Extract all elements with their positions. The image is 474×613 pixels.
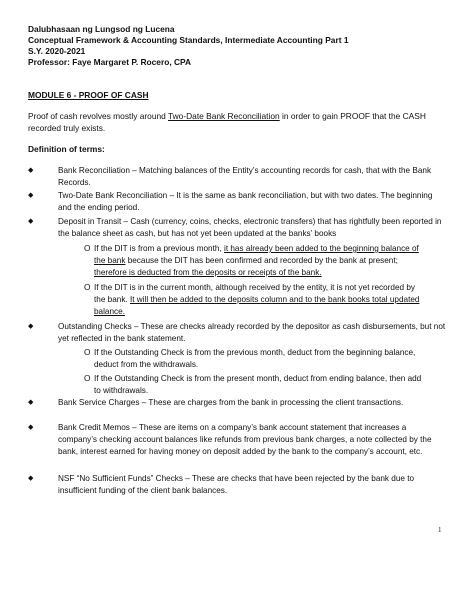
sub-text-underlined-1: it has already been added to the beginning balance of the bank	[94, 244, 419, 265]
term-text: Bank Credit Memos – These are items on a company’s bank account statement that increases a company’s checking account balances like refunds from previous bank charges, a note collected by the bank, interest earned for having money on deposit added by the bank to the company’s account, etc.	[58, 423, 432, 456]
diamond-bullet-icon: ◆	[28, 475, 34, 482]
sub-text-c: because the DIT has been confirmed and recorded by the bank at present;	[125, 255, 398, 265]
sub-text: If the Outstanding Check is from the present month, deduct from ending balance, then add to withdrawals.	[94, 374, 422, 395]
intro-text-c: in order to gain PROOF that the CASH recorded truly exists.	[28, 111, 426, 133]
sub-text	[94, 282, 424, 317]
sub-text: If the Outstanding Check is from the previous month, deduct from the beginning balance, deduct from the withdrawals.	[94, 348, 416, 369]
oc-previous-month-note	[84, 347, 424, 371]
institution-name: Dalubhasaan ng Lungsod ng Lucena	[28, 24, 175, 34]
term-text: Deposit in Transit – Cash (currency, coins, checks, electronic transfers) that has rightfully been reported in the balance sheet as cash, but has not yet been updated at the banks’ books	[58, 217, 442, 238]
term-outstanding-checks	[28, 321, 446, 345]
term-text: Bank Reconciliation – Matching balances of the Entity’s accounting records for cash, that with the Bank Records.	[58, 166, 432, 187]
sub-text-underlined: It will then be added to the deposits column and to the bank books total updated balance.	[94, 294, 420, 316]
course-title: Conceptual Framework & Accounting Standards, Intermediate Accounting Part 1	[28, 35, 349, 45]
circle-bullet-icon: O	[84, 283, 91, 292]
sub-text-underlined-2: therefore is deducted from the deposits or receipts of the bank.	[94, 267, 322, 277]
diamond-bullet-icon: ◆	[28, 323, 34, 330]
circle-bullet-icon: O	[84, 348, 91, 357]
page-number: 1	[438, 526, 442, 534]
dit-current-month-note	[84, 282, 424, 317]
oc-present-month-note	[84, 373, 424, 397]
intro-paragraph	[28, 111, 448, 135]
intro-text-underlined: Two-Date Bank Reconciliation	[167, 111, 280, 121]
circle-bullet-icon: O	[84, 374, 91, 383]
sub-text-a: If the DIT is in the current month, although received by the entity, it is not yet recorded by the bank.	[94, 283, 415, 304]
diamond-bullet-icon: ◆	[28, 167, 34, 174]
school-year: S.Y. 2020-2021	[28, 46, 86, 56]
sub-text	[94, 243, 424, 278]
term-bank-service-charges	[28, 397, 446, 409]
term-text: Bank Service Charges – These are charges from the bank in processing the client transactions.	[58, 398, 404, 407]
circle-bullet-icon: O	[84, 244, 91, 253]
sub-text-a: If the DIT is from a previous month,	[94, 244, 224, 253]
dit-previous-month-note	[84, 243, 424, 278]
diamond-bullet-icon: ◆	[28, 192, 34, 199]
term-two-date-bank-reconciliation	[28, 190, 446, 214]
diamond-bullet-icon: ◆	[28, 399, 34, 406]
diamond-bullet-icon: ◆	[28, 218, 34, 225]
module-title: MODULE 6 - PROOF OF CASH	[28, 90, 149, 100]
term-text: NSF “No Sufficient Funds” Checks – These are checks that have been rejected by the bank due to insufficient funding of the client bank balances.	[58, 474, 415, 495]
term-bank-credit-memos	[28, 422, 446, 457]
professor-name: Professor: Faye Margaret P. Rocero, CPA	[28, 57, 192, 67]
definitions-heading: Definition of terms:	[28, 144, 105, 154]
term-bank-reconciliation	[28, 165, 446, 189]
term-nsf-checks	[28, 473, 446, 497]
diamond-bullet-icon: ◆	[28, 424, 34, 431]
intro-text-a: Proof of cash revolves mostly around	[28, 111, 168, 121]
term-text: Outstanding Checks – These are checks already recorded by the depositor as cash disbursements, but not yet reflected in the bank statement.	[58, 322, 446, 343]
term-deposit-in-transit	[28, 216, 446, 240]
term-text: Two-Date Bank Reconciliation – It is the same as bank reconciliation, but with two dates. The beginning and the ending period.	[58, 191, 433, 212]
